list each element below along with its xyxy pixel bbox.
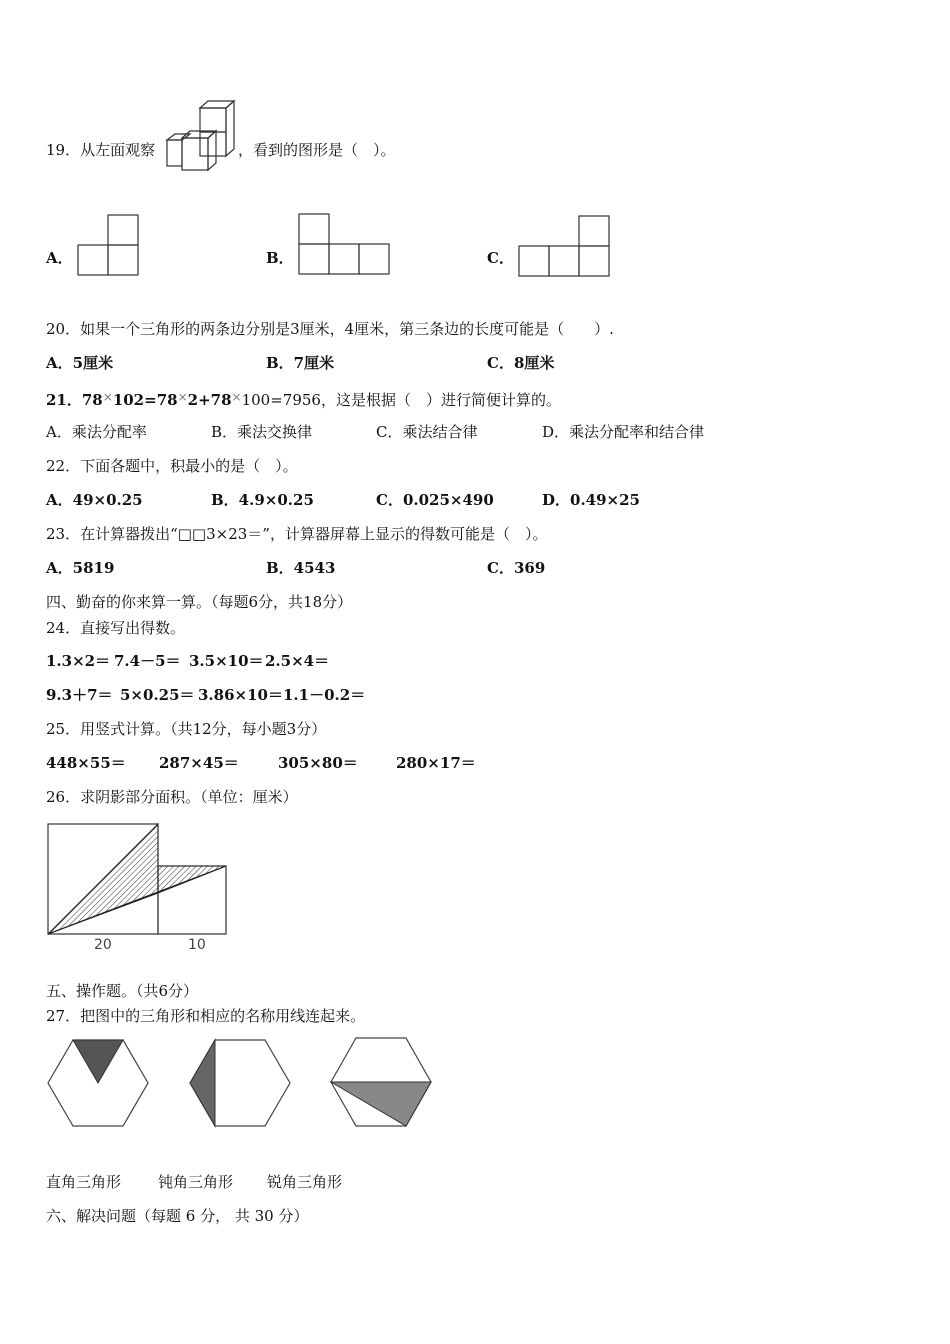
q22-option-b[interactable]: B．4.9×0.25: [211, 491, 314, 509]
section5-heading: 五、操作题。（共6分）: [46, 982, 199, 1000]
q19-option-c-figure: [517, 213, 611, 279]
q24-row2-item-1: 9.3＋7＝: [46, 686, 113, 704]
q25-item-2: 287×45＝: [159, 754, 239, 772]
q19-option-b-label[interactable]: B．: [266, 249, 294, 267]
q23-stem: 23．在计算器拨出“□□3×23＝”，计算器屏幕上显示的得数可能是（ ）。: [46, 525, 548, 543]
q27-name-acute-triangle[interactable]: 锐角三角形: [267, 1173, 343, 1191]
q22-stem: 22．下面各题中，积最小的是（ ）。: [46, 457, 298, 475]
q26-dim-left: 20: [94, 937, 112, 953]
q21-times-3: ×: [231, 390, 242, 404]
q24-row2-item-4: 1.1－0.2＝: [283, 686, 366, 704]
q27-stem: 27．把图中的三角形和相应的名称用线连起来。: [46, 1007, 366, 1025]
q25-item-1: 448×55＝: [46, 754, 126, 772]
q26-shaded-area-figure: [44, 820, 234, 938]
q21-times-2: ×: [177, 390, 188, 404]
q20-option-b[interactable]: B．7厘米: [266, 354, 335, 372]
q24-row2-item-3: 3.86×10＝: [198, 686, 283, 704]
q21-stem: [46, 387, 561, 410]
q21-stem-part-3: 2+78: [187, 391, 232, 409]
q24-row1-item-3: 3.5×10＝: [189, 652, 264, 670]
q20-option-a[interactable]: A．5厘米: [46, 354, 114, 372]
q27-hexagon-3-figure[interactable]: [329, 1036, 433, 1130]
q25-stem: 25．用竖式计算。（共12分，每小题3分）: [46, 720, 327, 738]
q21-option-d[interactable]: D．乘法分配率和结合律: [542, 423, 705, 441]
q21-stem-part-1: 21．78: [46, 391, 103, 409]
q24-row1-item-4: 2.5×4＝: [265, 652, 330, 670]
q21-option-c[interactable]: C．乘法结合律: [376, 423, 478, 441]
q26-stem: 26．求阴影部分面积。（单位：厘米）: [46, 788, 298, 806]
section4-heading: 四、勤奋的你来算一算。（每题6分，共18分）: [46, 593, 353, 611]
q19-option-b-figure: [297, 212, 391, 276]
q27-name-obtuse-triangle[interactable]: 钝角三角形: [158, 1173, 234, 1191]
q27-hexagon-1-figure[interactable]: [46, 1038, 150, 1130]
q25-item-4: 280×17＝: [396, 754, 476, 772]
q24-row1-item-1: 1.3×2＝: [46, 652, 111, 670]
q27-name-right-triangle[interactable]: 直角三角形: [46, 1173, 122, 1191]
q19-stem-after: ，看到的图形是（ ）。: [238, 141, 396, 159]
q23-option-c[interactable]: C．369: [487, 559, 546, 577]
q19-option-c-label[interactable]: C．: [487, 249, 514, 267]
q21-option-b[interactable]: B．乘法交换律: [211, 423, 313, 441]
q20-option-c[interactable]: C．8厘米: [487, 354, 555, 372]
q25-item-3: 305×80＝: [278, 754, 358, 772]
q23-option-b[interactable]: B．4543: [266, 559, 336, 577]
q19-option-a-label[interactable]: A．: [46, 249, 73, 267]
q21-stem-part-4: 100=7956，这是根据（ ）进行简便计算的。: [241, 391, 561, 409]
q21-stem-part-2: 102=78: [112, 391, 178, 409]
q27-hexagon-2-figure[interactable]: [188, 1038, 292, 1130]
q24-stem: 24．直接写出得数。: [46, 619, 186, 637]
section6-heading: 六、解决问题（每题 6 分， 共 30 分）: [46, 1207, 309, 1225]
q22-option-d[interactable]: D．0.49×25: [542, 491, 640, 509]
q24-row2-item-2: 5×0.25＝: [120, 686, 195, 704]
q20-stem: 20．如果一个三角形的两条边分别是3厘米，4厘米，第三条边的长度可能是（ ）.: [46, 320, 614, 338]
q19-option-a-figure: [77, 213, 141, 277]
q19-stem-before: 19．从左面观察: [46, 141, 156, 159]
q24-row1-item-2: 7.4－5＝: [114, 652, 181, 670]
q26-dim-right: 10: [188, 937, 206, 953]
q21-option-a[interactable]: A．乘法分配率: [46, 423, 147, 441]
q21-times-1: ×: [102, 390, 113, 404]
q22-option-c[interactable]: C．0.025×490: [376, 491, 494, 509]
q23-option-a[interactable]: A．5819: [46, 559, 115, 577]
q22-option-a[interactable]: A．49×0.25: [46, 491, 143, 509]
q19-cube-stack-figure: [164, 98, 240, 176]
